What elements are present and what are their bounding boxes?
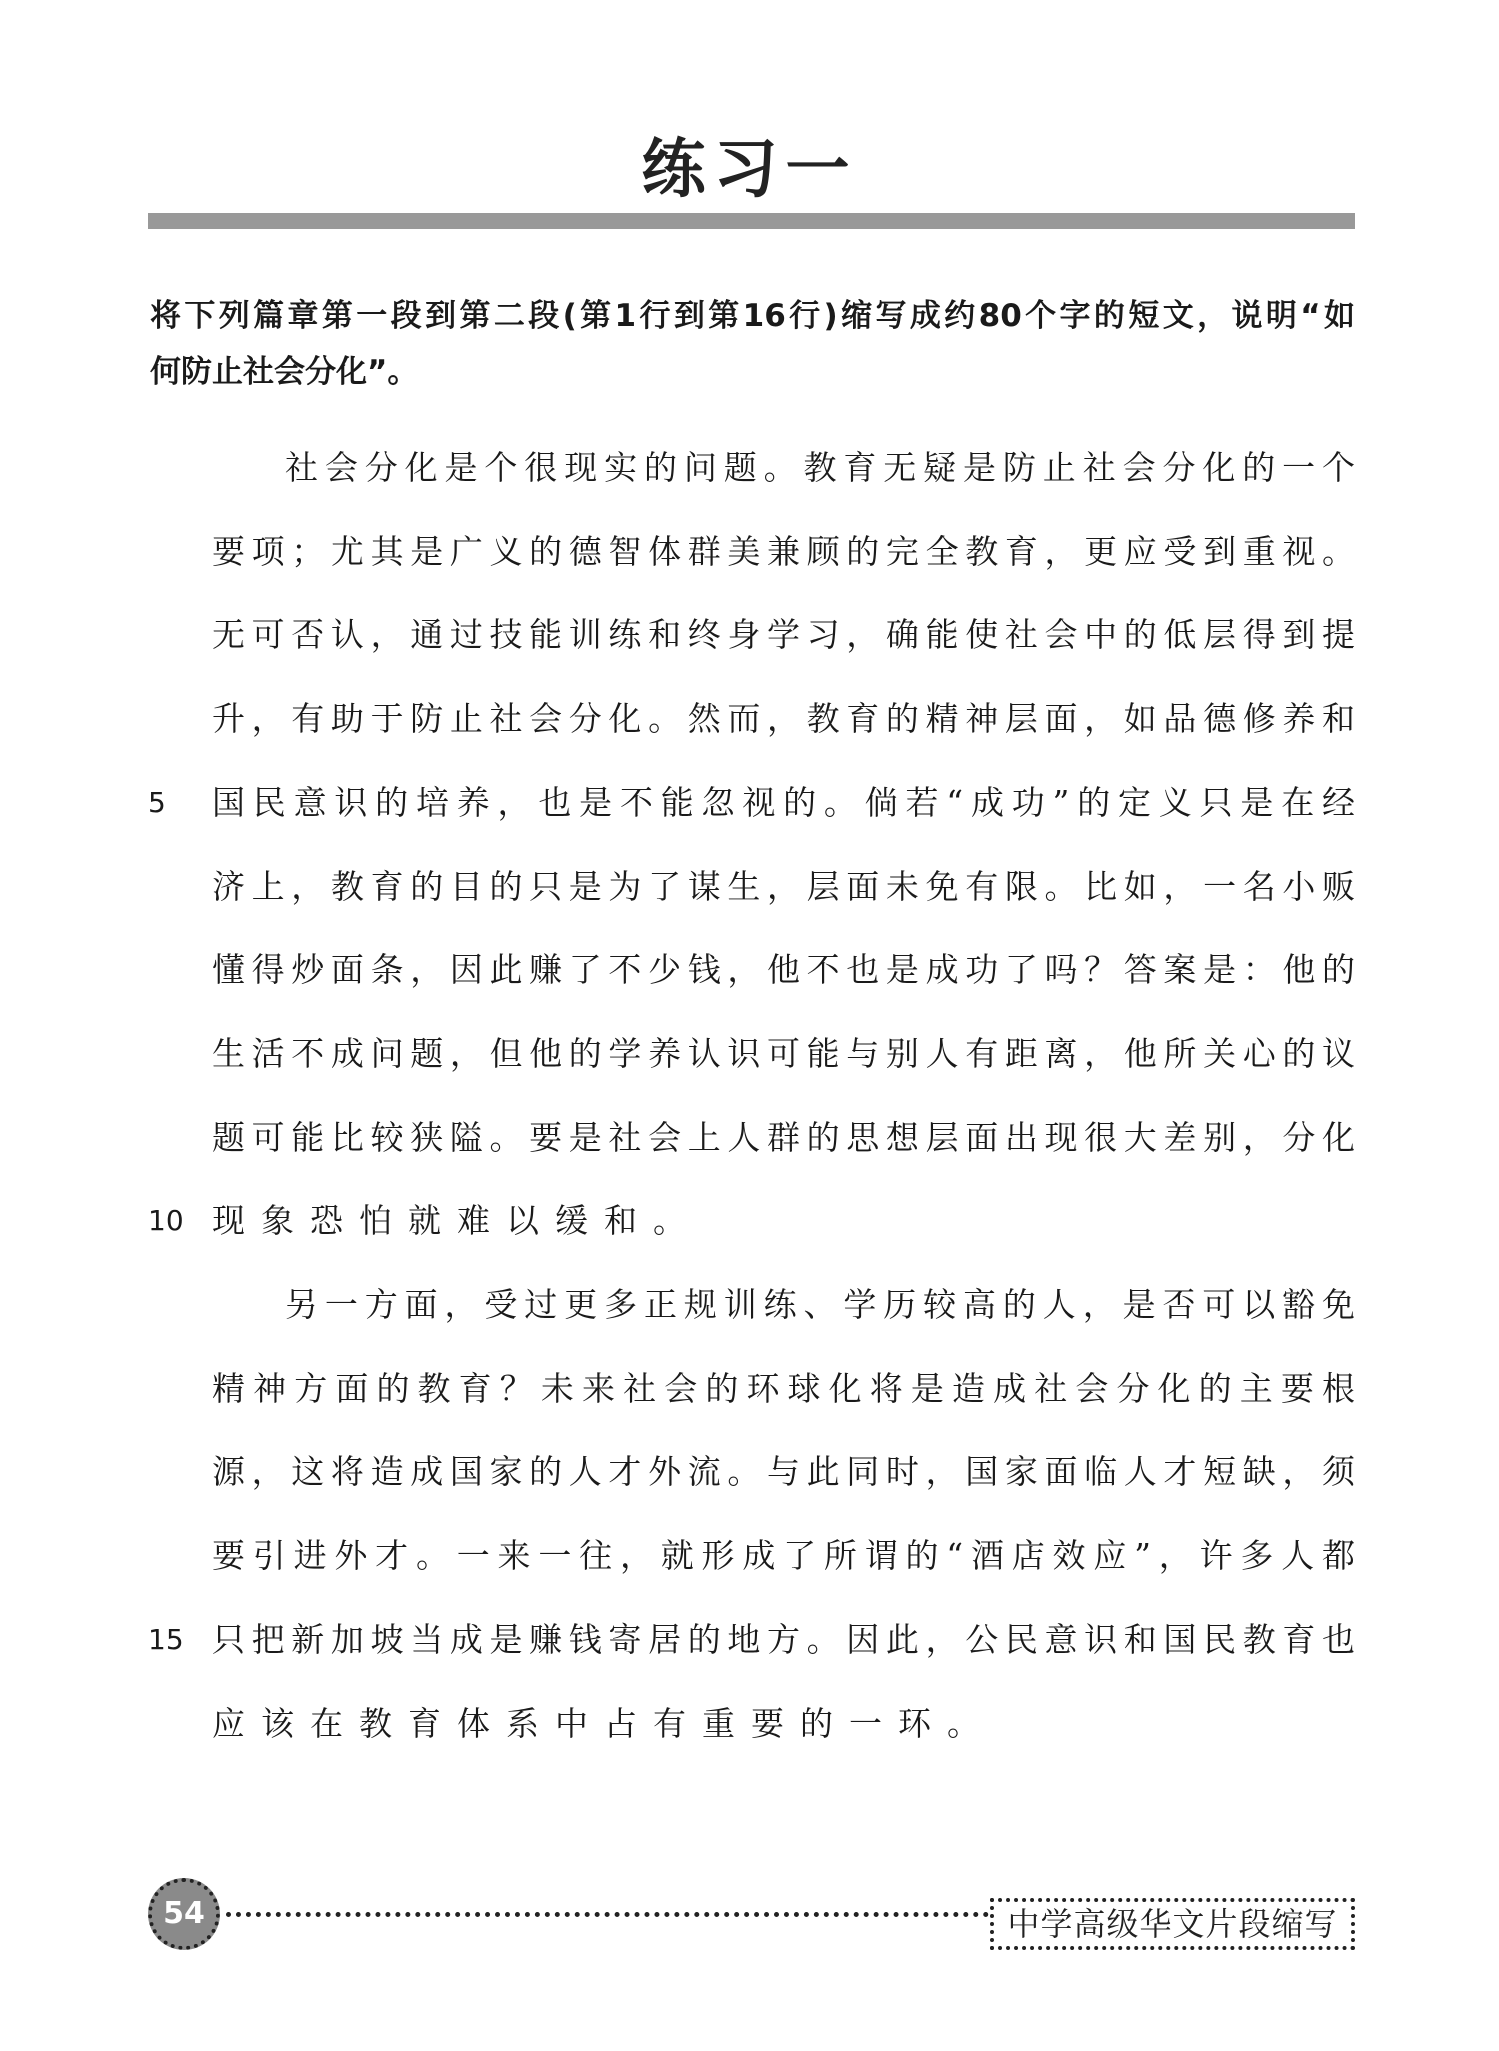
passage-line: 源，这将造成国家的人才外流。与此同时，国家面临人才短缺，须 (212, 1452, 1355, 1492)
passage-line: 应该在教育体系中占有重要的一环。 (212, 1703, 996, 1743)
passage-line: 现象恐怕就难以缓和。 (212, 1201, 702, 1241)
passage-line: 另一方面，受过更多正规训练、学历较高的人，是否可以豁免 (285, 1285, 1355, 1324)
instruction-line: 将下列篇章第一段到第二段(第1行到第16行)缩写成约80个字的短文，说明“如 (150, 298, 1355, 334)
instruction-line: 何防止社会分化”。 (150, 354, 419, 390)
line-number: 10 (148, 1204, 184, 1238)
page-number-badge: 54 (148, 1878, 220, 1950)
passage-line: 题可能比较狭隘。要是社会上人群的思想层面出现很大差别，分化 (212, 1117, 1355, 1157)
line-number: 15 (148, 1622, 184, 1656)
passage-line: 生活不成问题，但他的学养认识可能与别人有距离，他所关心的议 (212, 1033, 1355, 1073)
passage-line: 国民意识的培养，也是不能忽视的。倘若“成功”的定义只是在经 (212, 782, 1355, 822)
passage-line: 社会分化是个很现实的问题。教育无疑是防止社会分化的一个 (285, 448, 1355, 487)
passage-line: 要项；尤其是广义的德智体群美兼顾的完全教育，更应受到重视。 (212, 531, 1355, 571)
passage-line: 济上，教育的目的只是为了谋生，层面未免有限。比如，一名小贩 (212, 866, 1355, 906)
passage-line: 精神方面的教育？未来社会的环球化将是造成社会分化的主要根 (212, 1368, 1355, 1408)
footer-dotted-rule (226, 1912, 989, 1917)
passage-line: 只把新加坡当成是赚钱寄居的地方。因此，公民意识和国民教育也 (212, 1619, 1355, 1659)
title-divider (148, 213, 1355, 229)
passage-line: 无可否认，通过技能训练和终身学习，确能使社会中的低层得到提 (212, 615, 1355, 655)
page-title: 练习一 (641, 133, 858, 207)
line-number: 5 (148, 785, 166, 819)
passage-line: 要引进外才。一来一往，就形成了所谓的“酒店效应”，许多人都 (212, 1536, 1355, 1576)
passage-line: 懂得炒面条，因此赚了不少钱，他不也是成功了吗？答案是：他的 (212, 950, 1355, 990)
passage-line: 升，有助于防止社会分化。然而，教育的精神层面，如品德修养和 (212, 699, 1355, 739)
book-title-box: 中学高级华文片段缩写 (990, 1898, 1355, 1950)
